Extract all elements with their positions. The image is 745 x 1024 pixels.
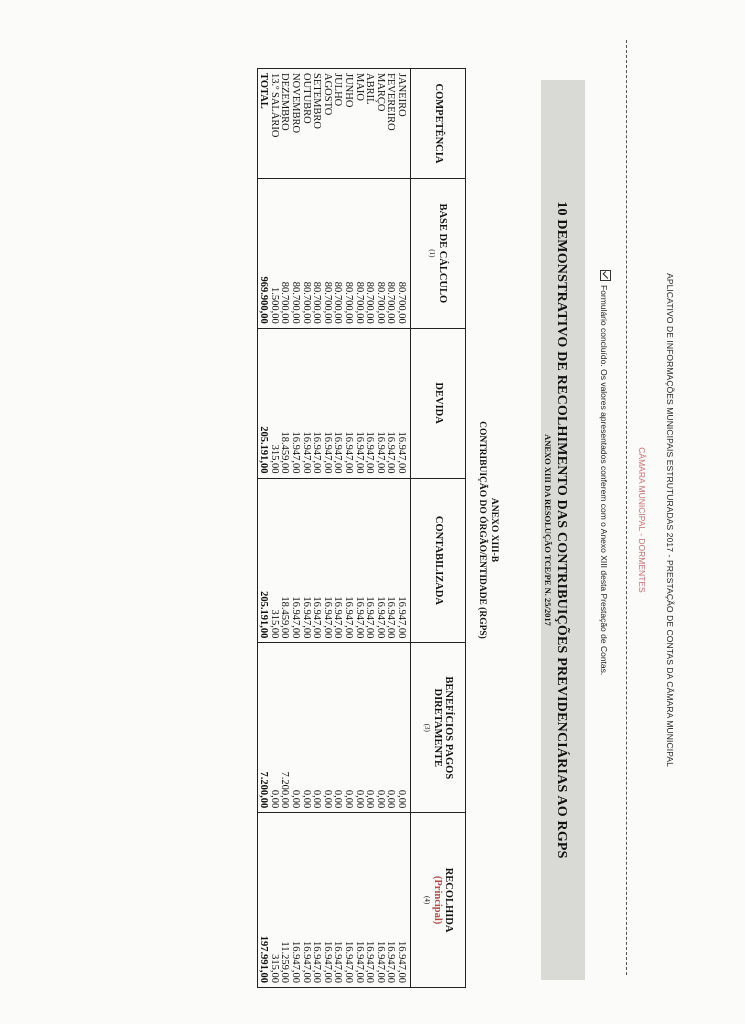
contabilizada-cell: 315,00 (268, 478, 279, 643)
contabilizada-cell: 16.947,00 (332, 478, 343, 643)
beneficios-cell: 0,00 (385, 643, 396, 813)
base-cell: 80.700,00 (332, 178, 343, 328)
recolhida-cell: 16.947,00 (311, 813, 322, 988)
recolhida-cell: 16.947,00 (374, 813, 385, 988)
base-cell: 80.700,00 (364, 178, 375, 328)
beneficios-cell: 7.200,00 (279, 643, 290, 813)
table-row (300, 69, 311, 988)
devida-cell: 16.947,00 (374, 328, 385, 478)
table-row (353, 69, 364, 988)
devida-cell: 16.947,00 (342, 328, 353, 478)
base-cell: 80.700,00 (279, 178, 290, 328)
header-recolhida: RECOLHIDA (Principal) (4) (411, 813, 466, 988)
recolhida-cell: 16.947,00 (342, 813, 353, 988)
total-recolhida-cell: 197.991,00 (257, 813, 268, 988)
competencia-cell: MAIO (353, 69, 364, 179)
table-row (311, 69, 322, 988)
beneficios-cell: 0,00 (289, 643, 300, 813)
contabilizada-cell: 16.947,00 (321, 478, 332, 643)
contabilizada-cell: 16.947,00 (374, 478, 385, 643)
base-cell: 80.700,00 (395, 178, 410, 328)
base-cell: 80.700,00 (311, 178, 322, 328)
base-cell: 80.700,00 (353, 178, 364, 328)
devida-cell: 18.459,00 (279, 328, 290, 478)
competencia-cell: SETEMBRO (311, 69, 322, 179)
table-row (374, 69, 385, 988)
recolhida-cell: 16.947,00 (321, 813, 332, 988)
contabilizada-cell: 16.947,00 (385, 478, 396, 643)
table-row (364, 69, 375, 988)
devida-cell: 315,00 (268, 328, 279, 478)
beneficios-cell: 0,00 (311, 643, 322, 813)
page-title: 10 DEMONSTRATIVO DE RECOLHIMENTO DAS CONTRIBUIÇÕES PREVIDENCIÁRIAS AO RGPS (554, 201, 569, 859)
base-cell: 80.700,00 (374, 178, 385, 328)
devida-cell: 16.947,00 (300, 328, 311, 478)
devida-cell: 16.947,00 (332, 328, 343, 478)
recolhida-cell: 315,00 (268, 813, 279, 988)
base-cell: 80.700,00 (321, 178, 332, 328)
dashed-divider (626, 40, 627, 975)
competencia-cell: OUTUBRO (300, 69, 311, 179)
contabilizada-cell: 16.947,00 (364, 478, 375, 643)
base-cell: 80.700,00 (289, 178, 300, 328)
recolhida-cell: 16.947,00 (289, 813, 300, 988)
competencia-cell: 13.º SALÁRIO (268, 69, 279, 179)
recolhida-cell: 11.259,00 (279, 813, 290, 988)
table-row (385, 69, 396, 988)
beneficios-cell: 0,00 (374, 643, 385, 813)
devida-cell: 16.947,00 (385, 328, 396, 478)
contabilizada-cell: 16.947,00 (311, 478, 322, 643)
page-subtitle: ANEXO XIII DA RESOLUÇÃO TCE/PE N. 25/2017 (543, 434, 553, 626)
contabilizada-cell: 16.947,00 (300, 478, 311, 643)
devida-cell: 16.947,00 (395, 328, 410, 478)
header-contabilizada: CONTABILIZADA (411, 478, 466, 643)
table-body (257, 69, 410, 988)
base-cell: 80.700,00 (342, 178, 353, 328)
table-header-row (411, 69, 466, 988)
beneficios-cell: 0,00 (342, 643, 353, 813)
recolhida-cell: 16.947,00 (364, 813, 375, 988)
base-cell: 80.700,00 (300, 178, 311, 328)
contabilizada-cell: 16.947,00 (289, 478, 300, 643)
competencia-cell: JULHO (332, 69, 343, 179)
table-total-row (257, 69, 268, 988)
contabilizada-cell: 18.459,00 (279, 478, 290, 643)
beneficios-cell: 0,00 (300, 643, 311, 813)
completion-notice-text: Formulário concluído. Os valores apresentados conferem com o Anexo XIII desta Prestação de Contas. (599, 285, 609, 676)
table-row (342, 69, 353, 988)
devida-cell: 16.947,00 (364, 328, 375, 478)
checkbox-checked-icon (600, 270, 611, 281)
header-devida: DEVIDA (411, 328, 466, 478)
contabilizada-cell: 16.947,00 (395, 478, 410, 643)
recolhida-cell: 16.947,00 (395, 813, 410, 988)
total-beneficios-cell: 7.200,00 (257, 643, 268, 813)
competencia-cell: FEVEREIRO (385, 69, 396, 179)
contabilizada-cell: 16.947,00 (353, 478, 364, 643)
base-cell: 1.500,00 (268, 178, 279, 328)
header-base-calculo: BASE DE CÁLCULO (1) (411, 178, 466, 328)
entity-name: CÂMARA MUNICIPAL - DORMENTES (637, 447, 647, 593)
beneficios-cell: 0,00 (321, 643, 332, 813)
beneficios-cell: 0,00 (395, 643, 410, 813)
devida-cell: 16.947,00 (321, 328, 332, 478)
devida-cell: 16.947,00 (289, 328, 300, 478)
beneficios-cell: 0,00 (268, 643, 279, 813)
table-row (279, 69, 290, 988)
table-row (321, 69, 332, 988)
total-devida-cell: 205.191,00 (257, 328, 268, 478)
competencia-cell: JANEIRO (395, 69, 410, 179)
competencia-cell: NOVEMBRO (289, 69, 300, 179)
table-row (332, 69, 343, 988)
table-row (268, 69, 279, 988)
total-competencia-cell: TOTAL (257, 69, 268, 179)
competencia-cell: MARÇO (374, 69, 385, 179)
devida-cell: 16.947,00 (353, 328, 364, 478)
devida-cell: 16.947,00 (311, 328, 322, 478)
beneficios-cell: 0,00 (364, 643, 375, 813)
rgps-table (257, 68, 466, 988)
table-row (395, 69, 410, 988)
total-base-cell: 969.900,00 (257, 178, 268, 328)
base-cell: 80.700,00 (385, 178, 396, 328)
competencia-cell: DEZEMBRO (279, 69, 290, 179)
header-competencia: COMPETÊNCIA (411, 69, 466, 179)
recolhida-cell: 16.947,00 (385, 813, 396, 988)
table-row (289, 69, 300, 988)
recolhida-cell: 16.947,00 (353, 813, 364, 988)
competencia-cell: JUNHO (342, 69, 353, 179)
beneficios-cell: 0,00 (332, 643, 343, 813)
header-beneficios: BENEFÍCIOS PAGOS DIRETAMENTE (3) (411, 643, 466, 813)
total-contabilizada-cell: 205.191,00 (257, 478, 268, 643)
competencia-cell: ABRIL (364, 69, 375, 179)
contabilizada-cell: 16.947,00 (342, 478, 353, 643)
beneficios-cell: 0,00 (353, 643, 364, 813)
recolhida-cell: 16.947,00 (332, 813, 343, 988)
app-header: APLICATIVO DE INFORMAÇÕES MUNICIPAIS ESTRUTURADAS 2017 - PRESTAÇÃO DE CONTAS DA CÂMARA MUNICIPAL (665, 273, 675, 767)
completion-notice (599, 270, 611, 675)
recolhida-cell: 16.947,00 (300, 813, 311, 988)
annex-name: CONTRIBUIÇÃO DO ÓRGÃO/ENTIDADE (RGPS) (477, 421, 487, 639)
annex-code: ANEXO XIII-B (489, 497, 499, 563)
competencia-cell: AGOSTO (321, 69, 332, 179)
